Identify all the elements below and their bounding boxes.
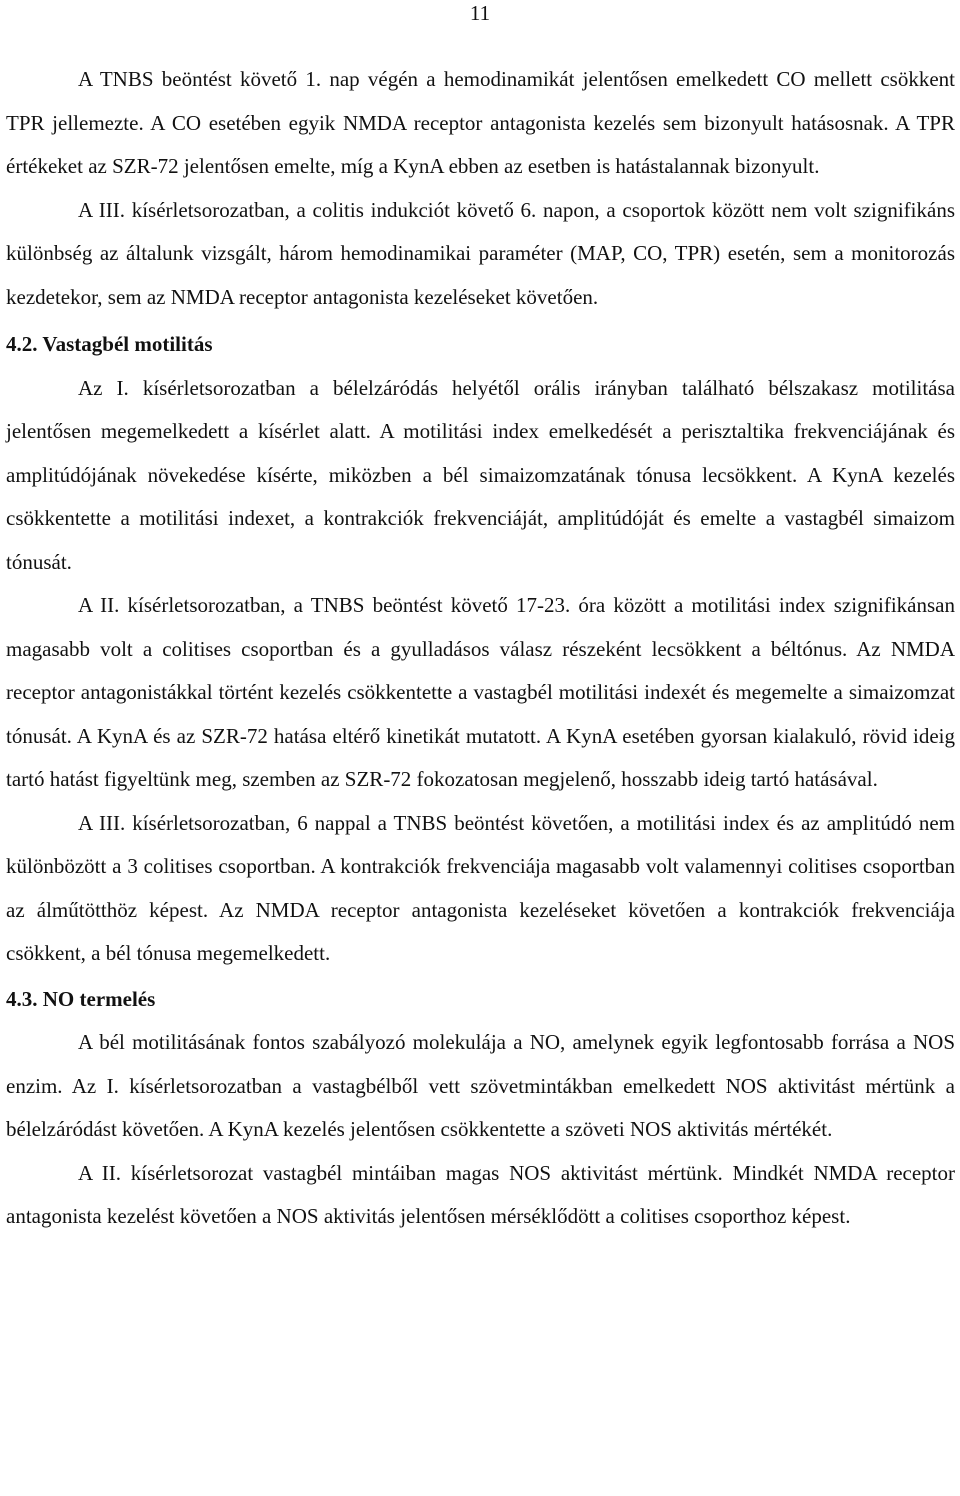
page-number: 11 <box>469 1 491 25</box>
section-heading-4-3: 4.3. NO termelés <box>6 986 156 1011</box>
paragraph-no-production-series2: A II. kísérletsorozat vastagbél mintáiban magas NOS aktivitást mértünk. Mindkét NMDA receptor antagonista kezelést követően a NOS aktivitás jelentősen mérséklődött a colitises csoporthoz képest. <box>6 1160 955 1228</box>
paragraph-series3-hemodynamics: A III. kísérletsorozatban, a colitis indukciót követő 6. napon, a csoportok között nem volt szignifikáns különbség az általunk vizsgált, három hemodinamikai paraméter (MAP, CO, TPR) esetén, sem a monitorozás kezdetekor, sem az NMDA receptor antagonista kezeléseket követően. <box>6 197 955 309</box>
paragraph-series3-motility: A III. kísérletsorozatban, 6 nappal a TNBS beöntést követően, a motilitási index és az amplitúdó nem különbözött a 3 colitises csoportban. A kontrakciók frekvenciája magasabb volt valamennyi colitises csoportban az álműtötthöz képest. Az NMDA receptor antagonista kezeléseket követően a kontrakciók frekvenciája csökkent, a bél tónusa megemelkedett. <box>6 810 955 965</box>
document-body <box>6 58 955 1239</box>
paragraph-series1-motility: Az I. kísérletsorozatban a bélelzáródás helyétől orális irányban található bélszakasz motilitása jelentősen megemelkedett a kísérlet alatt. A motilitási index emelkedését a perisztaltika frekvenciájának és amplitúdójának növekedése kísérte, miközben a bél simaizomzatának tónusa lecsökkent. A KynA kezelés csökkentette a motilitási indexet, a kontrakciók frekvenciáját, amplitúdóját és emelte a vastagbél simaizom tónusát. <box>6 375 955 574</box>
paragraph-no-production-series1: A bél motilitásának fontos szabályozó molekulája a NO, amelynek egyik legfontosabb forrása a NOS enzim. Az I. kísérletsorozatban a vastagbélből vett szövetmintákban emelkedett NOS aktivitást mértünk a bélelzáródást követően. A KynA kezelés jelentősen csökkentette a szöveti NOS aktivitás mértékét. <box>6 1030 955 1141</box>
paragraph-tnbs-day1: A TNBS beöntést követő 1. nap végén a hemodinamikát jelentősen emelkedett CO mellett csökkent TPR jellemezte. A CO esetében egyik NMDA receptor antagonista kezelés sem bizonyult hatásosnak. A TPR értékeket az SZR-72 jelentősen emelte, míg a KynA ebben az esetben is hatástalannak bizonyult. <box>6 67 955 178</box>
section-heading-4-2: 4.2. Vastagbél motilitás <box>6 332 213 356</box>
paragraph-series2-motility: A II. kísérletsorozatban, a TNBS beöntést követő 17-23. óra között a motilitási index szignifikánsan magasabb volt a colitises csoportban és a gyulladásos válasz részeként lecsökkent a béltónus. Az NMDA receptor antagonistákkal történt kezelés csökkentette a vastagbél motilitási indexét és megemelte a simaizomzat tónusát. A KynA és az SZR-72 hatása eltérő kinetikát mutatott. A KynA esetében gyorsan kialakuló, rövid ideig tartó hatást figyeltünk meg, szemben az SZR-72 fokozatosan megjelenő, hosszabb ideig tartó hatásával. <box>6 593 955 791</box>
